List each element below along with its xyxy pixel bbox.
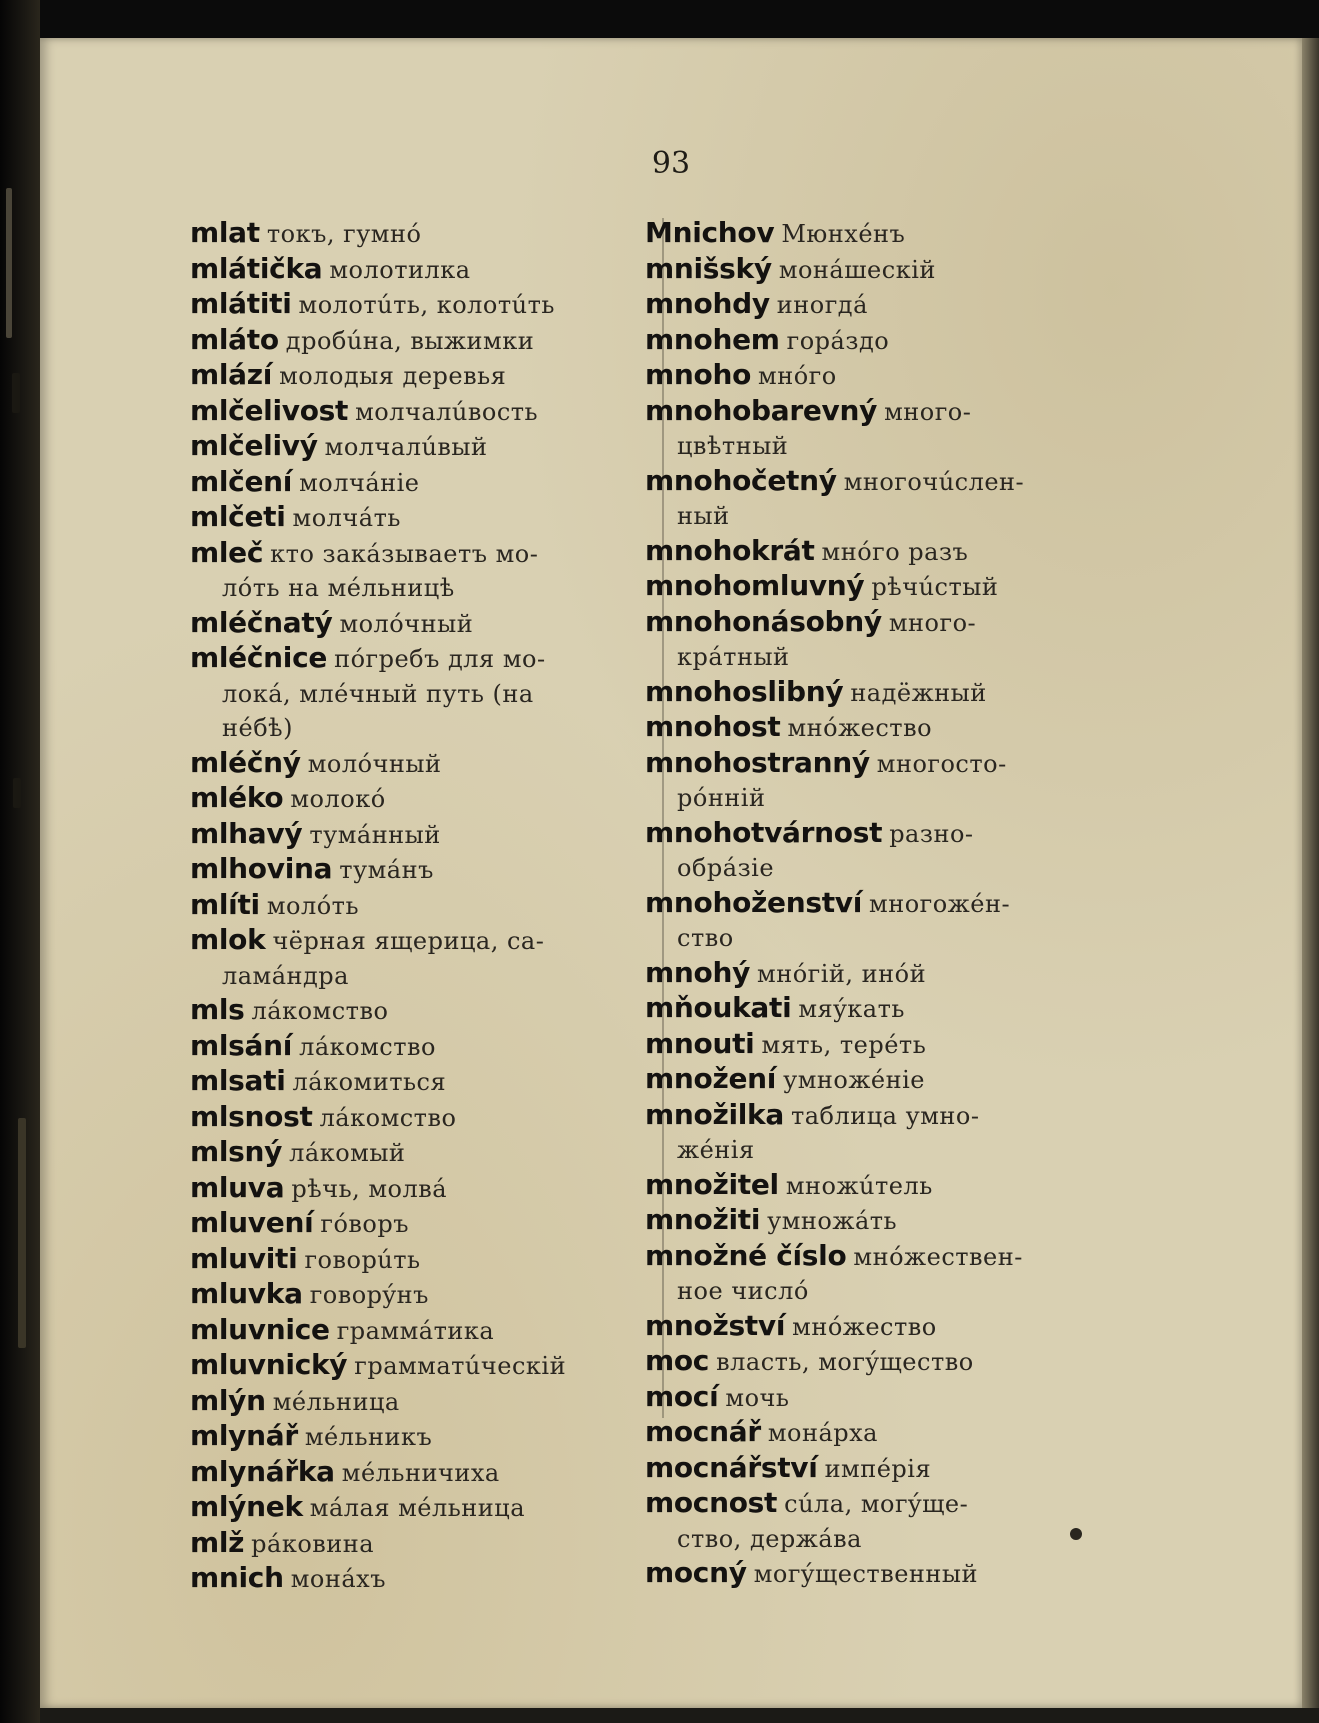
dictionary-entry: [190, 394, 670, 430]
headword: mlčelivost: [190, 393, 349, 427]
dictionary-entry: [645, 1415, 1105, 1451]
translation: много-: [884, 397, 972, 426]
ink-spot: [1070, 1528, 1082, 1540]
dictionary-entry: [645, 252, 1105, 288]
translation: монáшескій: [778, 255, 936, 284]
headword: mlátička: [190, 251, 323, 285]
translation-continuation: жéнія: [677, 1136, 755, 1164]
headword: mléčnatý: [190, 605, 333, 639]
left-column: [190, 216, 670, 1597]
dictionary-entry: [645, 710, 1105, 746]
dictionary-entry: [190, 852, 670, 888]
dictionary-entry: [190, 536, 670, 572]
translation-continuation: ное числó: [677, 1277, 809, 1305]
translation: Мюнхéнъ: [781, 220, 906, 248]
translation: молчалúвый: [324, 433, 488, 461]
dictionary-entry: [645, 816, 1105, 852]
translation-continuation: лaмáндра: [222, 961, 349, 990]
dictionary-entry: [645, 358, 1105, 394]
headword: mocnost: [645, 1486, 778, 1519]
dictionary-entry: [190, 1561, 670, 1597]
dictionary-entry: [645, 1451, 1105, 1487]
dictionary-entry: [645, 1027, 1105, 1063]
translation: таблица умно-: [790, 1101, 980, 1130]
translation: гóворъ: [320, 1210, 410, 1238]
dictionary-entry: [645, 1486, 1105, 1522]
translation: молотилка: [329, 255, 471, 284]
translation-continuation: локá, млéчный путь (на: [222, 679, 534, 708]
page-bottom-edge: [40, 1708, 1319, 1723]
headword: množství: [645, 1308, 786, 1342]
translation: могýщественный: [753, 1560, 978, 1588]
margin-mark: [13, 778, 21, 808]
headword: množení: [645, 1062, 777, 1095]
translation: мнóжествен-: [853, 1242, 1023, 1271]
translation-continuation: лóть на мéльницѣ: [222, 574, 455, 602]
dictionary-entry: [645, 1168, 1105, 1204]
translation: молóчный: [307, 749, 442, 778]
headword: množitel: [645, 1167, 779, 1201]
dictionary-entry: [190, 216, 670, 252]
translation: много-: [888, 608, 977, 637]
headword: mluva: [190, 1170, 285, 1204]
dictionary-entry: [645, 534, 1105, 570]
dictionary-entry: [645, 675, 1105, 711]
headword: mluvnický: [190, 1348, 348, 1381]
dictionary-entry: [645, 1344, 1105, 1380]
translation: молокó: [290, 785, 386, 813]
dictionary-entry: [190, 465, 670, 501]
translation: мéльничиха: [341, 1458, 500, 1487]
dictionary-entry: [190, 358, 670, 394]
translation-continuation: нéбѣ): [222, 714, 293, 742]
page-number: 93: [651, 146, 691, 181]
headword: mocnářství: [645, 1450, 818, 1484]
headword: mlsati: [190, 1064, 286, 1097]
translation-continuation: рóнній: [677, 784, 766, 812]
translation: говорýнъ: [309, 1281, 429, 1309]
dictionary-entry: [190, 287, 670, 323]
headword: mlhavý: [190, 816, 303, 850]
translation: мéльникъ: [304, 1423, 433, 1451]
dictionary-entry: [190, 1206, 670, 1242]
translation: многосто-: [876, 749, 1007, 778]
translation: грамматúческій: [354, 1352, 567, 1380]
dictionary-entry: [190, 323, 670, 359]
dictionary-entry: [190, 1455, 670, 1491]
translation: мнóго: [758, 362, 837, 390]
headword: mocný: [645, 1556, 747, 1589]
translation: тумáнный: [309, 820, 441, 849]
translation: мáлая мéльница: [309, 1494, 525, 1522]
dictionary-entry: [190, 1029, 670, 1065]
translation: многожéн-: [869, 889, 1011, 918]
headword: moc: [645, 1344, 710, 1377]
dictionary-entry: [190, 923, 670, 959]
page-right-edge: [1302, 38, 1319, 1708]
headword: množiti: [645, 1203, 761, 1236]
translation: сúла, могýще-: [784, 1490, 969, 1518]
headword: mocí: [645, 1379, 719, 1413]
translation: лáкомство: [319, 1103, 457, 1132]
dictionary-entry: [190, 1064, 670, 1100]
translation: токъ, гумнó: [266, 220, 422, 248]
dictionary-entry: [190, 1242, 670, 1278]
translation-continuation: ный: [677, 502, 730, 530]
headword: mluvka: [190, 1277, 303, 1310]
dictionary-entry: [190, 1526, 670, 1562]
dictionary-entry: [645, 886, 1105, 922]
dictionary-page: [40, 38, 1302, 1708]
headword: mnohobarevný: [645, 393, 878, 427]
translation: чёрная ящерица, са-: [272, 927, 545, 955]
headword: mnohočetný: [645, 463, 837, 497]
translation: кто закáзываетъ мо-: [270, 539, 539, 568]
right-column: [645, 216, 1105, 1592]
translation: молчалúвость: [355, 397, 539, 426]
translation: мять, терéть: [761, 1030, 927, 1059]
translation: рѣчь, молвá: [291, 1174, 448, 1203]
headword: mlátiti: [190, 287, 292, 320]
translation: мочь: [725, 1383, 790, 1412]
headword: mlat: [190, 216, 260, 249]
dictionary-entry: [190, 1171, 670, 1207]
dictionary-entry: [645, 287, 1105, 323]
translation: власть, могýщество: [716, 1348, 974, 1376]
translation: надёжный: [850, 678, 987, 707]
dictionary-entry: [190, 252, 670, 288]
translation: молóть: [266, 891, 360, 920]
dictionary-entry: [190, 746, 670, 782]
headword: mléčný: [190, 745, 301, 779]
translation-continuation: ство, держáва: [677, 1524, 862, 1553]
translation: пóгребъ для мо-: [334, 645, 546, 673]
dictionary-entry: [190, 429, 670, 465]
headword: mlynář: [190, 1419, 298, 1452]
translation: лáкомство: [251, 997, 389, 1025]
dictionary-entry: [190, 1490, 670, 1526]
headword: množilka: [645, 1097, 784, 1131]
headword: mnohoslibný: [645, 674, 844, 708]
dictionary-entry: [190, 1313, 670, 1349]
headword: mlok: [190, 923, 266, 956]
translation: монáхъ: [290, 1565, 386, 1593]
dictionary-entry: [645, 1098, 1105, 1134]
translation: молчáть: [292, 504, 401, 532]
translation: умножéніе: [783, 1066, 925, 1094]
translation: дробúна, выжимки: [285, 326, 535, 355]
headword: mnohomluvný: [645, 569, 865, 602]
translation: говорúть: [304, 1245, 421, 1274]
translation: монáрха: [767, 1419, 878, 1447]
headword: mlsnost: [190, 1099, 313, 1133]
headword: mléko: [190, 781, 284, 814]
dictionary-entry: [645, 605, 1105, 641]
translation: импéрія: [824, 1454, 932, 1483]
headword: mnohokrát: [645, 533, 815, 567]
dictionary-entry: [645, 1380, 1105, 1416]
headword: mocnář: [645, 1415, 761, 1448]
translation: мнóжество: [787, 714, 933, 742]
headword: mlž: [190, 1525, 245, 1559]
dictionary-entry: [645, 394, 1105, 430]
translation: разно-: [889, 819, 974, 848]
dictionary-entry: [645, 991, 1105, 1027]
headword: množné číslo: [645, 1238, 847, 1272]
translation-continuation: цвѣтный: [677, 432, 789, 460]
headword: Mnichov: [645, 216, 775, 249]
headword: mlhovina: [190, 852, 333, 885]
dictionary-entry: [190, 1135, 670, 1171]
translation: молодыя деревья: [279, 362, 507, 390]
translation: граммáтика: [336, 1316, 495, 1345]
headword: mnišský: [645, 251, 772, 285]
headword: mluvení: [190, 1206, 314, 1239]
headword: mňoukati: [645, 991, 792, 1024]
dictionary-entry: [190, 1384, 670, 1420]
dictionary-entry: [645, 216, 1105, 252]
dictionary-entry: [190, 606, 670, 642]
dictionary-entry: [190, 888, 670, 924]
dictionary-entry: [645, 1203, 1105, 1239]
dictionary-entry: [645, 1062, 1105, 1098]
translation: рѣчúстый: [871, 573, 999, 601]
translation: лáкомиться: [292, 1068, 447, 1096]
translation-continuation: крáтный: [677, 643, 790, 671]
translation: лáкомство: [299, 1032, 436, 1061]
headword: mlází: [190, 358, 273, 391]
headword: mnohoženství: [645, 885, 863, 919]
headword: mluviti: [190, 1241, 298, 1275]
headword: mlčeti: [190, 500, 286, 533]
translation: многочúслен-: [843, 467, 1025, 496]
headword: mláto: [190, 322, 279, 356]
headword: mlynářka: [190, 1454, 335, 1488]
translation: мяýкать: [798, 995, 905, 1023]
headword: mnohostranný: [645, 745, 870, 779]
translation: мéльница: [272, 1387, 400, 1416]
headword: mnohonásobný: [645, 604, 882, 638]
headword: mlíti: [190, 887, 260, 921]
dictionary-entry: [645, 569, 1105, 605]
translation: горáздо: [786, 326, 890, 355]
headword: mnohdy: [645, 287, 770, 320]
margin-mark: [6, 188, 12, 338]
margin-mark: [18, 1118, 26, 1348]
dictionary-entry: [645, 464, 1105, 500]
dictionary-entry: [645, 1239, 1105, 1275]
translation: тумáнъ: [339, 856, 434, 884]
headword: mlýn: [190, 1383, 266, 1417]
headword: mnoho: [645, 358, 752, 391]
dictionary-entry: [645, 1556, 1105, 1592]
dictionary-entry: [645, 956, 1105, 992]
headword: mléčnice: [190, 641, 328, 674]
headword: mlýnek: [190, 1490, 303, 1523]
headword: mlčelivý: [190, 429, 318, 462]
translation: мнóго разъ: [821, 537, 969, 566]
dictionary-entry: [645, 323, 1105, 359]
translation: молóчный: [339, 609, 474, 638]
translation: молчáніе: [299, 468, 420, 497]
headword: mlčení: [190, 464, 293, 498]
translation: лáкомый: [289, 1139, 406, 1167]
dictionary-entry: [645, 1309, 1105, 1345]
translation: инοгдá: [776, 291, 868, 319]
translation: молотúть, колотúть: [298, 291, 555, 319]
dictionary-entry: [190, 817, 670, 853]
translation: мнóжество: [792, 1312, 937, 1341]
headword: mnich: [190, 1561, 284, 1594]
headword: mlsný: [190, 1135, 283, 1168]
headword: mnouti: [645, 1026, 755, 1060]
headword: mnohost: [645, 710, 781, 743]
translation: множúтель: [785, 1171, 933, 1200]
dictionary-entry: [190, 1419, 670, 1455]
translation: рáковина: [251, 1529, 375, 1558]
translation-continuation: ство: [677, 924, 734, 952]
headword: mnohem: [645, 322, 780, 356]
headword: mnohý: [645, 955, 751, 989]
margin-mark: [12, 373, 20, 413]
headword: mleč: [190, 535, 264, 569]
dictionary-entry: [190, 1100, 670, 1136]
dictionary-entry: [190, 993, 670, 1029]
dictionary-entry: [190, 1348, 670, 1384]
headword: mluvnice: [190, 1312, 330, 1346]
headword: mls: [190, 993, 245, 1026]
translation-continuation: обрáзіе: [677, 854, 775, 882]
dictionary-entry: [645, 746, 1105, 782]
translation: мнóгій, инóй: [757, 959, 927, 988]
dictionary-entry: [190, 641, 670, 677]
headword: mnohotvárnost: [645, 815, 883, 849]
translation: умножáть: [767, 1207, 898, 1235]
dictionary-entry: [190, 500, 670, 536]
dictionary-entry: [190, 1277, 670, 1313]
dictionary-entry: [190, 781, 670, 817]
headword: mlsání: [190, 1028, 293, 1062]
